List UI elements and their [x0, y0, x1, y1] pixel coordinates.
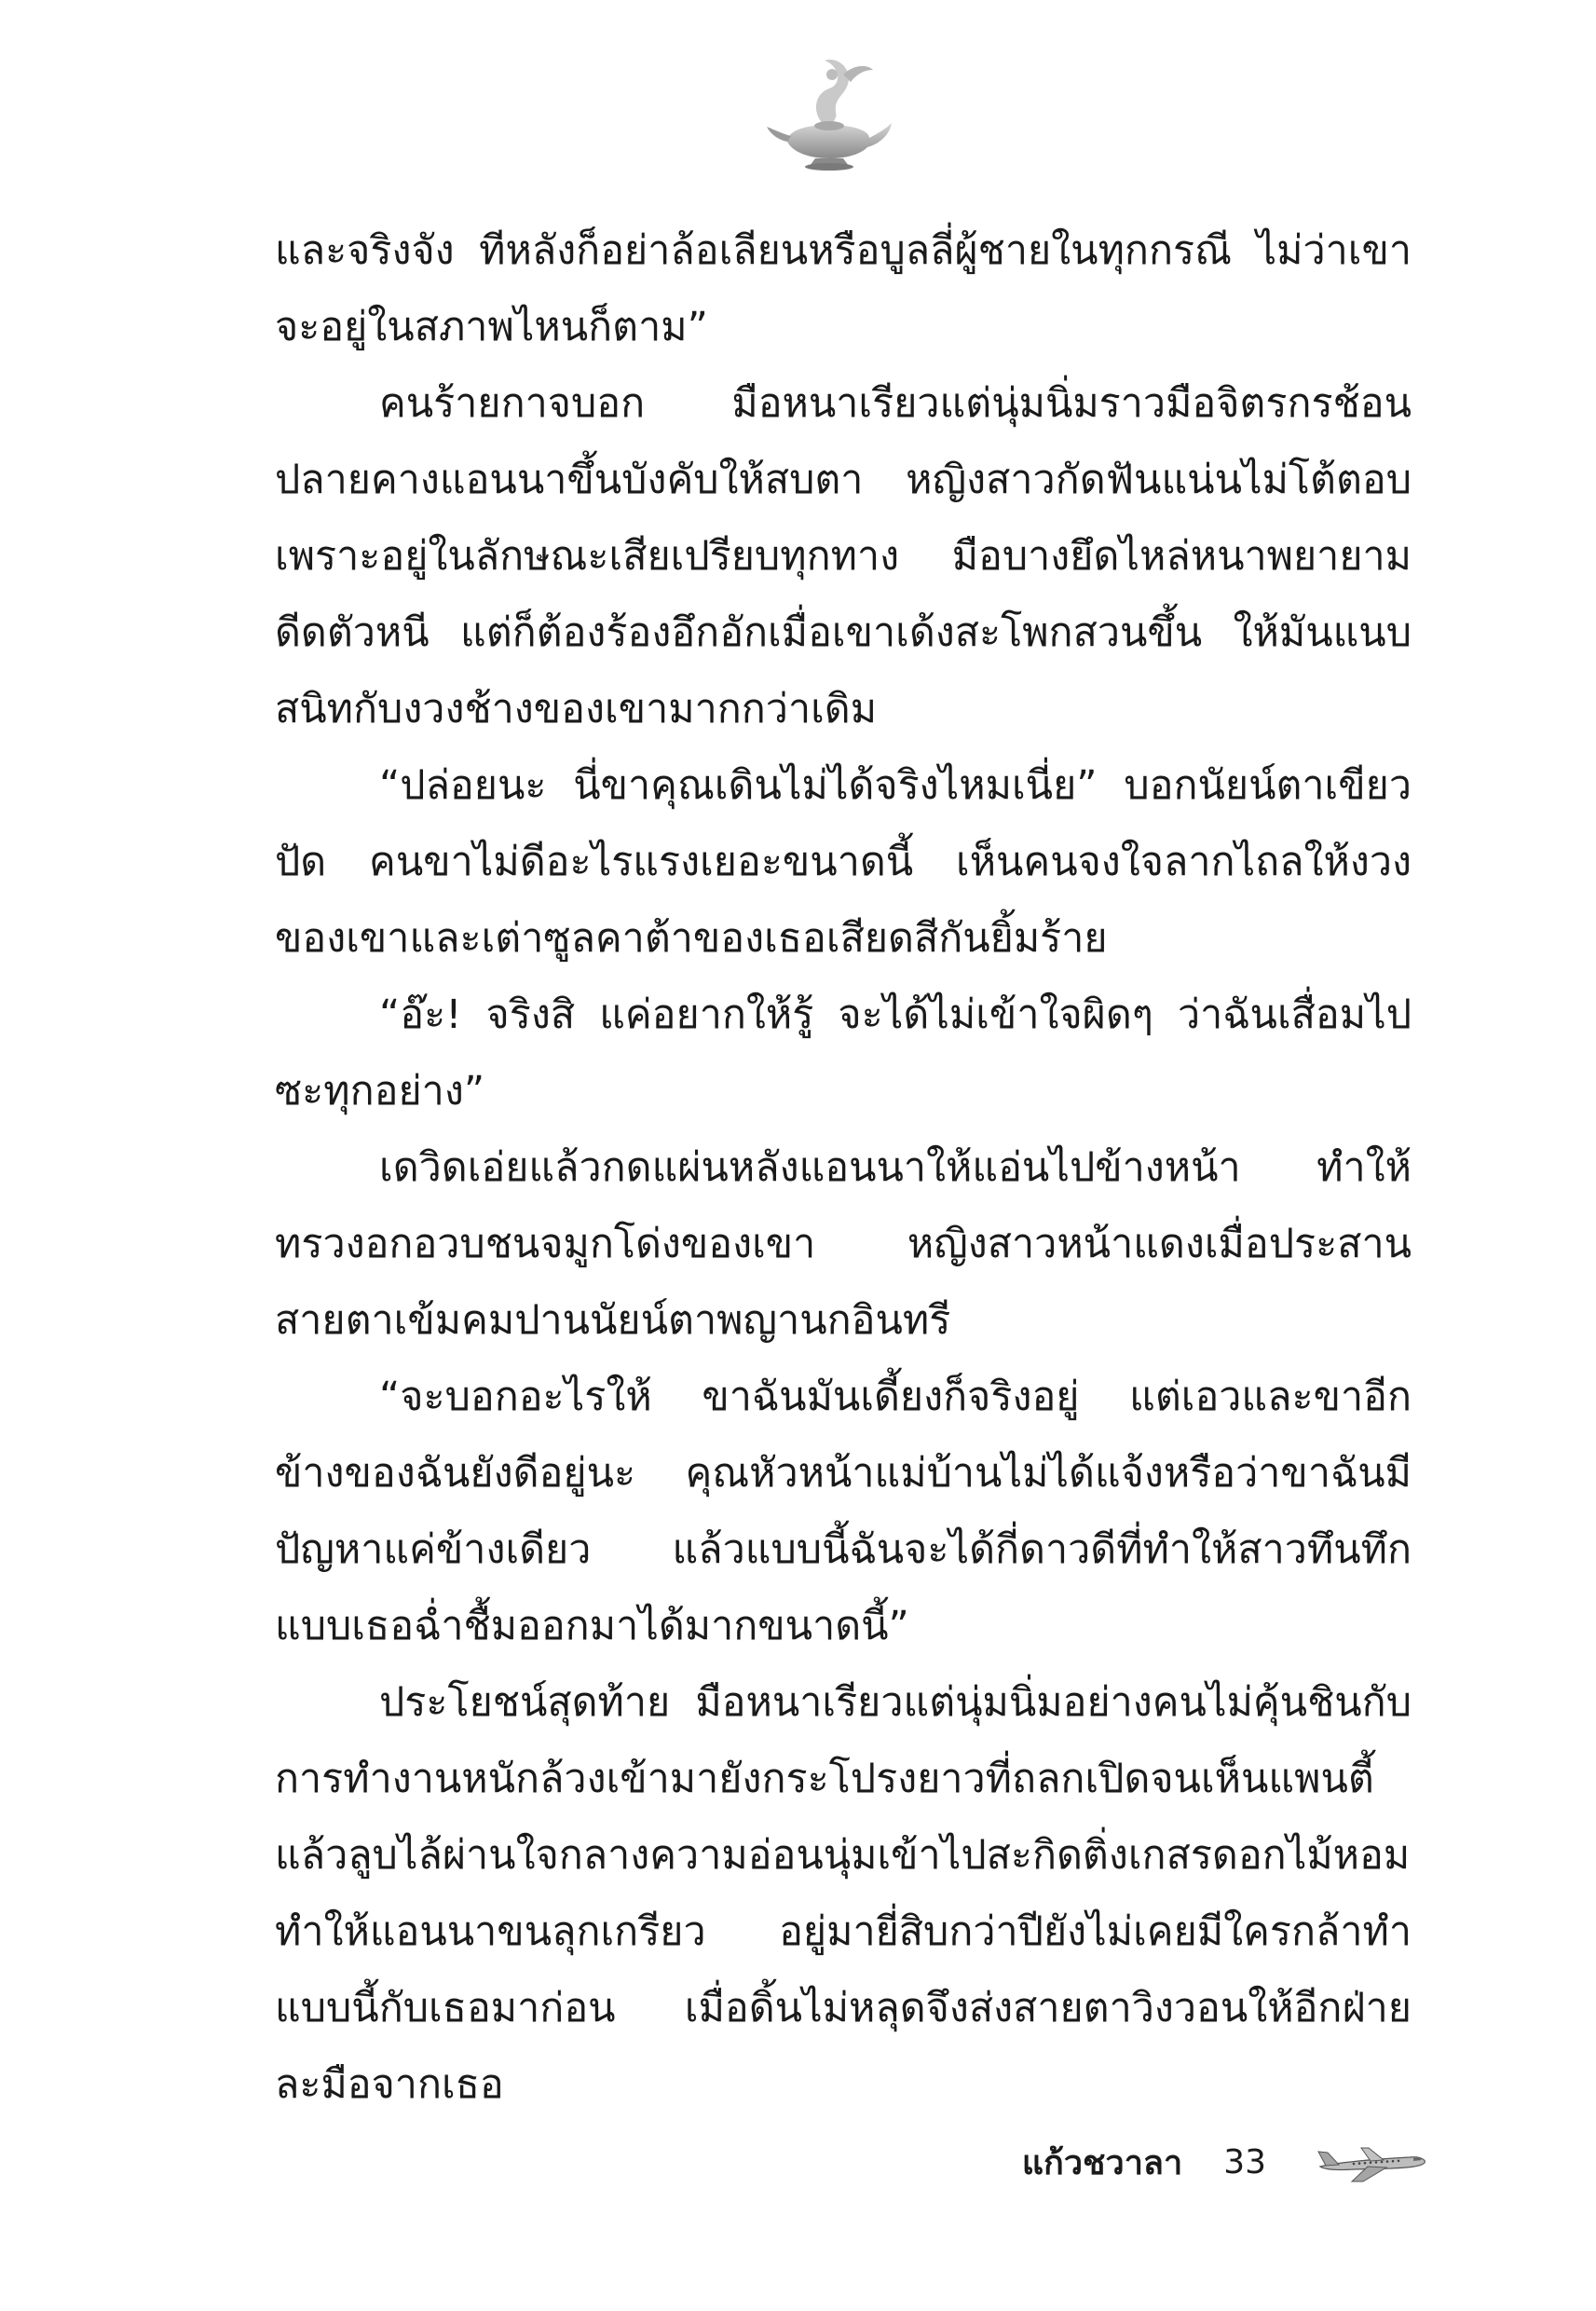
paragraph-1: และจริงจัง ทีหลังก็อย่าล้อเลียนหรือบูลลี่ผู้ชายในทุกกรณี ไม่ว่าเขาจะอยู่ในสภาพไหนก็ตาม” — [275, 227, 1412, 350]
page-number: 33 — [1223, 2142, 1266, 2181]
paragraph-6: “จะบอกอะไรให้ ขาฉันมันเดี้ยงก็จริงอยู่ แต่เอวและขาอีกข้างของฉันยังดีอยู่นะ คุณหัวหน้าแม่บ้านไม่ได้แจ้งหรือว่าขาฉันมีปัญหาแค่ข้างเดียว แล้วแบบนี้ฉันจะได้กี่ดาวดีที่ทำให้สาวทึนทึกแบบเธอฉ่ำชื้มออกมาได้มากขนาดนี้” — [275, 1374, 1412, 1649]
paragraph-4: “อ๊ะ! จริงสิ แค่อยากให้รู้ จะได้ไม่เข้าใจผิดๆ ว่าฉันเสื่อมไปซะทุกอย่าง” — [275, 991, 1412, 1114]
page-footer — [1022, 2134, 1428, 2190]
book-title: แก้วชวาลา — [1021, 2143, 1183, 2182]
paragraph-2: คนร้ายกาจบอก มือหนาเรียวแต่นุ่มนิ่มราวมือจิตรกรช้อนปลายคางแอนนาขึ้นบังคับให้สบตา หญิงสาวกัดฟันแน่นไม่โต้ตอบเพราะอยู่ในลักษณะเสียเปรียบทุกทาง มือบางยึดไหล่หนาพยายามดีดตัวหนี แต่ก็ต้องร้องอึกอักเมื่อเขาเด้งสะโพกสวนขึ้น ให้มันแนบสนิทกับงวงช้างของเขามากกว่าเดิม — [275, 380, 1412, 732]
genie-lamp-icon — [759, 37, 899, 177]
story-text — [275, 212, 1412, 2123]
paragraph-5: เดวิดเอ่ยแล้วกดแผ่นหลังแอนนาให้แอ่นไปข้างหน้า ทำให้ทรวงอกอวบชนจมูกโด่งของเขา หญิงสาวหน้าแดงเมื่อประสานสายตาเข้มคมปานนัยน์ตาพญานกอินทรี — [275, 1144, 1412, 1344]
paragraph-7: ประโยชน์สุดท้าย มือหนาเรียวแต่นุ่มนิ่มอย่างคนไม่คุ้นชินกับการทำงานหนักล้วงเข้ามายังกระโปรงยาวที่ถลกเปิดจนเห็นแพนตี้ แล้วลูบไล้ผ่านใจกลางความอ่อนนุ่มเข้าไปสะกิดติ่งเกสรดอกไม้หอม ทำให้แอนนาขนลุกเกรียว อยู่มายี่สิบกว่าปียังไม่เคยมีใครกล้าทำแบบนี้กับเธอมาก่อน เมื่อดิ้นไม่หลุดจึงส่งสายตาวิงวอนให้อีกฝ่ายละมือจากเธอ — [275, 1679, 1412, 2108]
airplane-icon — [1316, 2139, 1428, 2185]
paragraph-3: “ปล่อยนะ นี่ขาคุณเดินไม่ได้จริงไหมเนี่ย” บอกนัยน์ตาเขียวปัด คนขาไม่ดีอะไรแรงเยอะขนาดนี้ เห็นคนจงใจลากไถลให้งวงของเขาและเต่าซูลคาต้าของเธอเสียดสีกันยิ้มร้าย — [275, 762, 1412, 962]
